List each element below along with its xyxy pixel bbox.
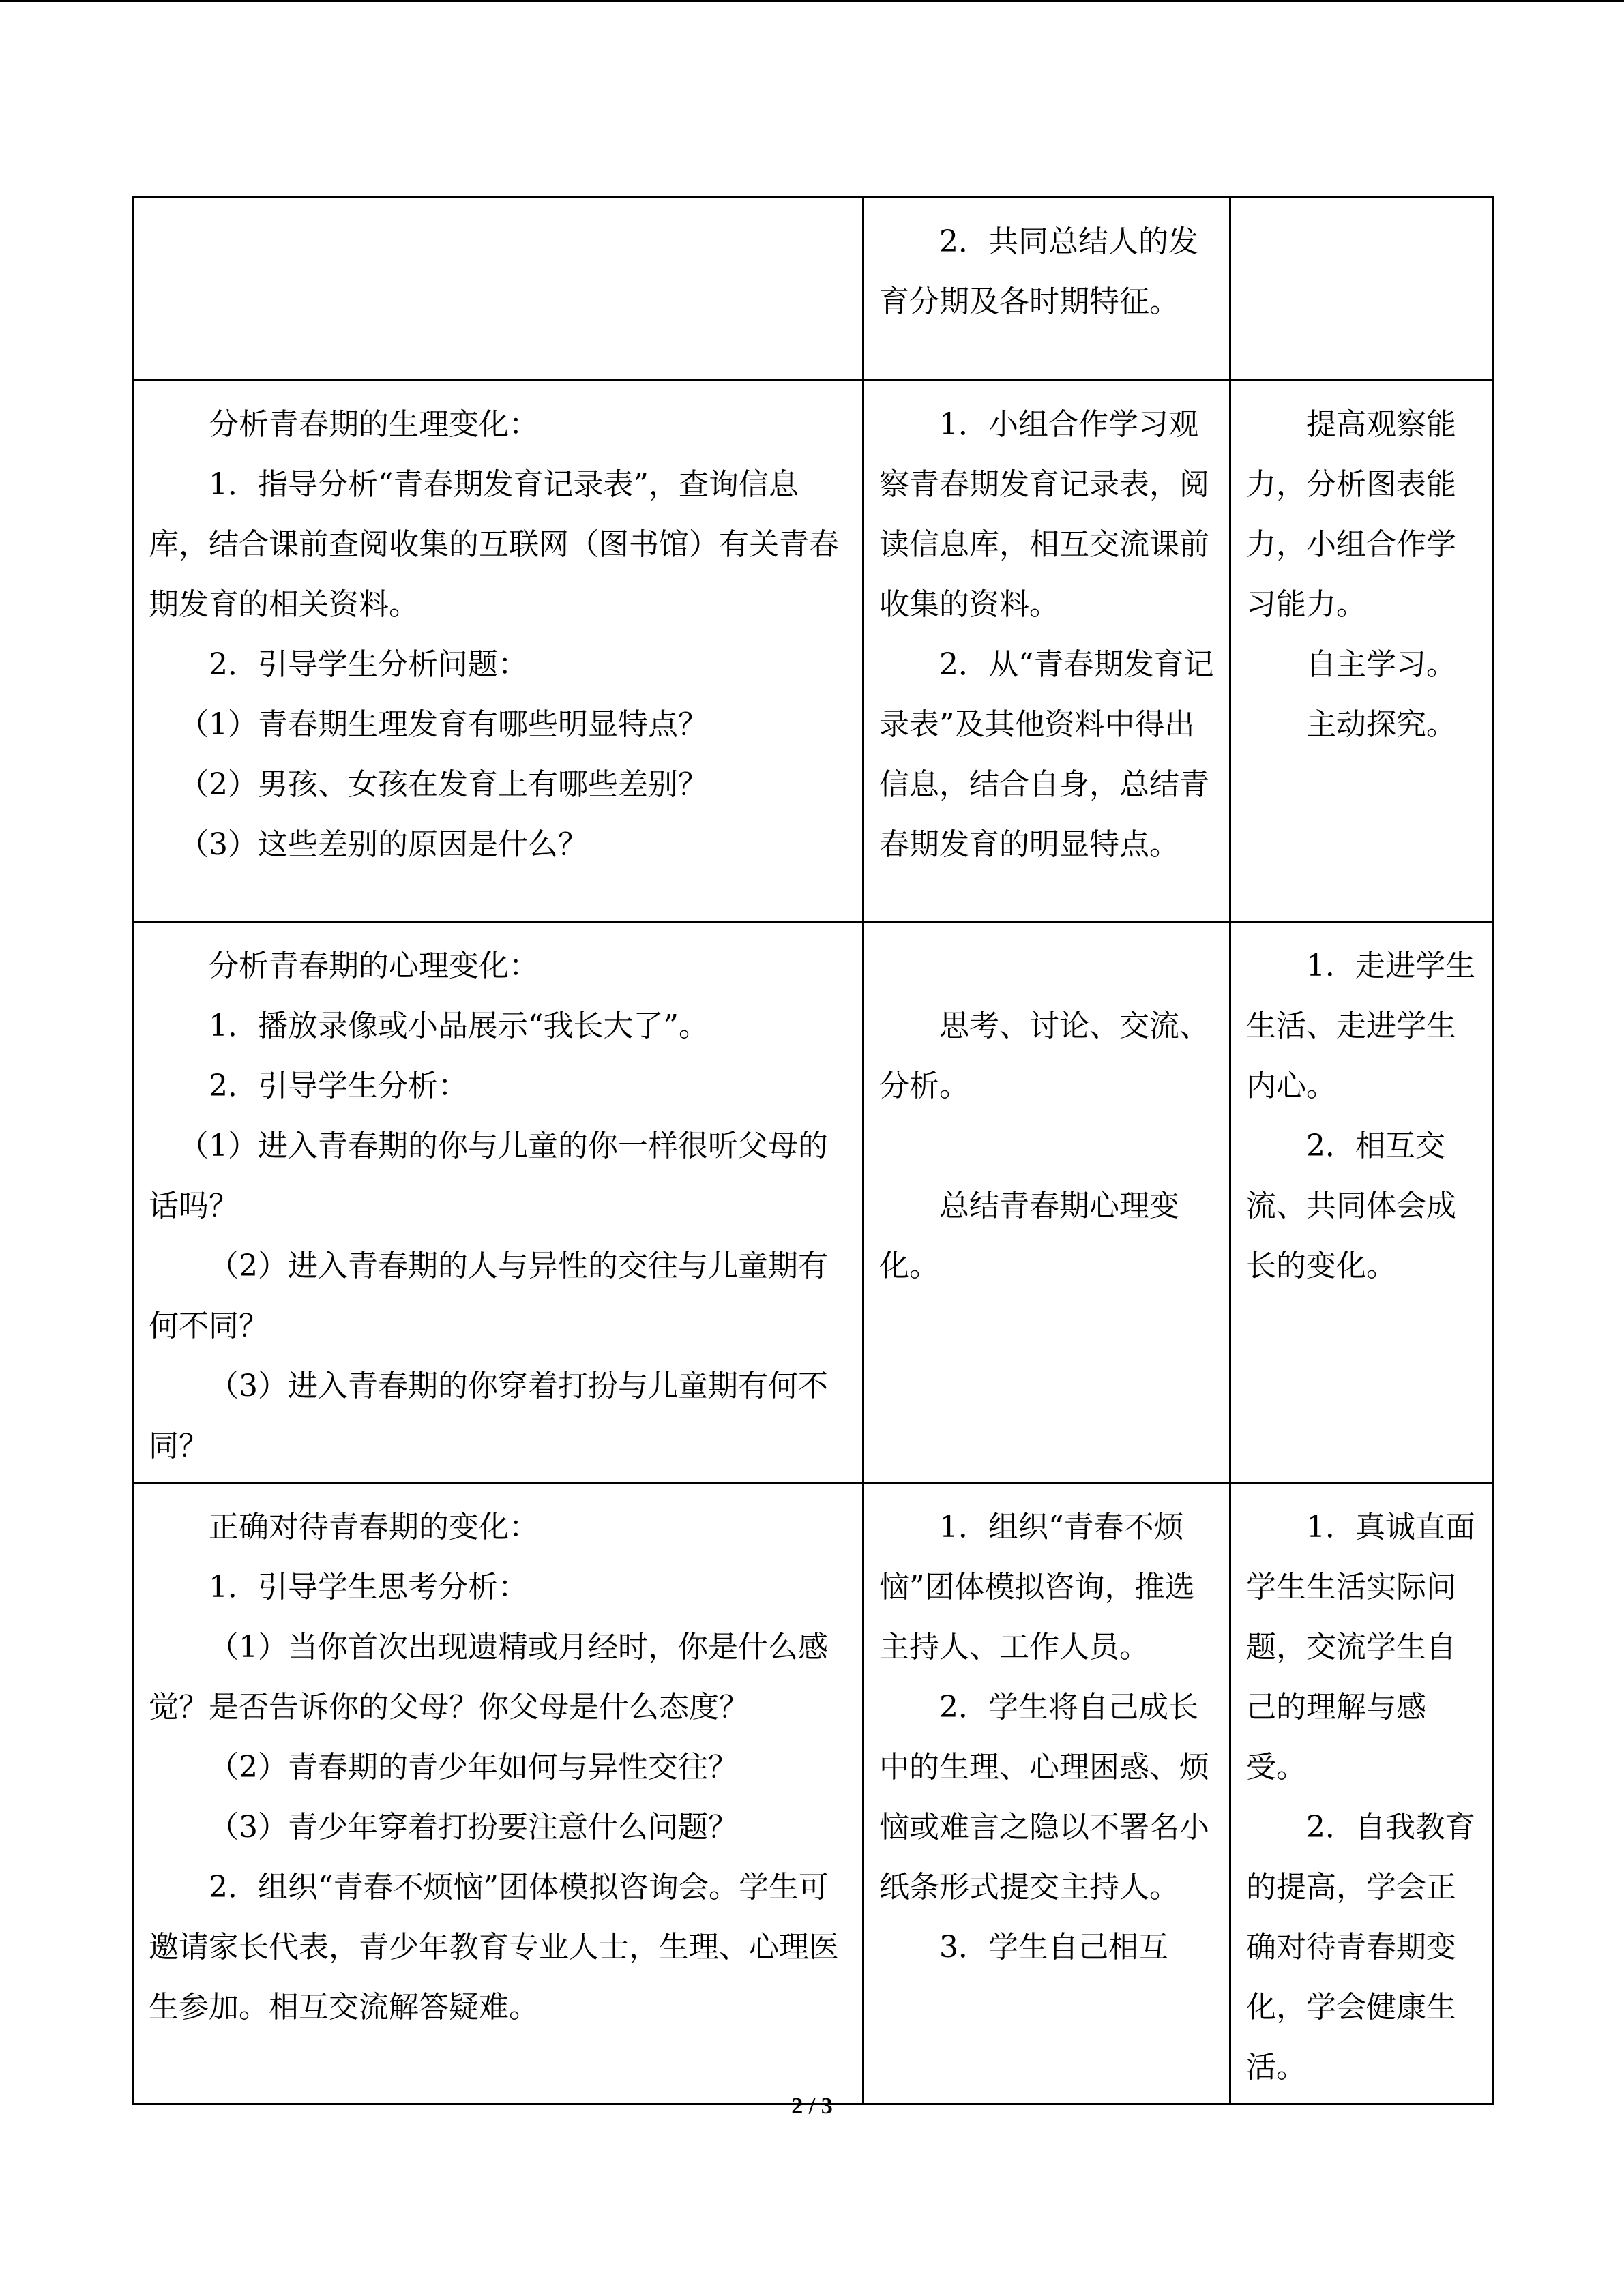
cell-paragraph: 1．组织“青春不烦恼”团体模拟咨询，推选主持人、工作人员。: [879, 1510, 1195, 1665]
cell-paragraph: 2．从“青春期发育记录表”及其他资料中得出信息，结合自身，总结青春期发育的明显特点。: [879, 647, 1214, 862]
cell-paragraph: （1）进入青春期的你与儿童的你一样很听父母的话吗？: [149, 1129, 828, 1223]
top-border-line: [0, 0, 1624, 2]
cell-paragraph: （1）当你首次出现遗精或月经时，你是什么感觉？是否告诉你的父母？你父母是什么态度？: [149, 1630, 828, 1725]
cell-paragraph: 自主学习。: [1306, 647, 1456, 682]
design-intent-cell: [1230, 922, 1493, 1483]
cell-paragraph: （2）青春期的青少年如何与异性交往？: [209, 1750, 738, 1785]
cell-paragraph: 1．真诚直面学生生活实际问题，交流学生自己的理解与感受。: [1246, 1510, 1475, 1785]
cell-paragraph: 2．共同总结人的发育分期及各时期特征。: [879, 224, 1198, 319]
design-intent-cell: [1230, 381, 1493, 922]
table-row: [133, 381, 1493, 922]
cell-paragraph: （3）这些差别的原因是什么？: [179, 827, 588, 862]
cell-paragraph: 分析青春期的心理变化：: [209, 949, 539, 983]
student-activity-cell: [863, 922, 1230, 1483]
cell-paragraph: 1．指导分析“青春期发育记录表”，查询信息库，结合课前查阅收集的互联网（图书馆）有关青春期发育的相关资料。: [149, 467, 839, 622]
teacher-activity-cell: [133, 381, 863, 922]
table-row: [133, 1483, 1493, 2104]
cell-paragraph: 2．引导学生分析：: [209, 1069, 468, 1103]
cell-paragraph: 3．学生自己相互: [939, 1930, 1168, 1965]
cell-paragraph: （3）进入青春期的你穿着打扮与儿童期有何不同？: [149, 1369, 828, 1463]
cell-paragraph: 提高观察能力，分析图表能力，小组合作学习能力。: [1246, 407, 1456, 622]
cell-paragraph: 2．引导学生分析问题：: [209, 647, 528, 682]
cell-paragraph: （1）青春期生理发育有哪些明显特点？: [179, 707, 708, 742]
cell-paragraph: 1．走进学生生活、走进学生内心。: [1246, 949, 1475, 1103]
cell-paragraph: （2）进入青春期的人与异性的交往与儿童期有何不同？: [149, 1249, 828, 1343]
cell-paragraph: 2．自我教育的提高，学会正确对待青春期变化，学会健康生活。: [1246, 1810, 1475, 2085]
design-intent-cell: [1230, 198, 1493, 381]
cell-paragraph: 1．播放录像或小品展示“我长大了”。: [209, 1009, 709, 1043]
cell-paragraph: 2．学生将自己成长中的生理、心理困惑、烦恼或难言之隐以不署名小纸条形式提交主持人。: [879, 1690, 1209, 1905]
cell-paragraph: 分析青春期的生理变化：: [209, 407, 539, 442]
table-row: [133, 198, 1493, 381]
page-number: 2 / 3: [791, 2093, 833, 2119]
cell-paragraph: （2）男孩、女孩在发育上有哪些差别？: [179, 767, 708, 802]
student-activity-cell: [863, 1483, 1230, 2104]
cell-paragraph: 思考、讨论、交流、分析。: [879, 1009, 1209, 1103]
cell-paragraph: 1．小组合作学习观察青春期发育记录表，阅读信息库，相互交流课前收集的资料。: [879, 407, 1209, 622]
cell-paragraph: 2．相互交流、共同体会成长的变化。: [1246, 1129, 1456, 1283]
teacher-activity-cell: [133, 198, 863, 381]
cell-paragraph: 正确对待青春期的变化：: [209, 1510, 539, 1545]
lesson-plan-table: [132, 196, 1494, 2105]
cell-paragraph: 主动探究。: [1306, 707, 1456, 742]
student-activity-cell: [863, 381, 1230, 922]
cell-paragraph: （3）青少年穿着打扮要注意什么问题？: [209, 1810, 738, 1845]
cell-paragraph: 总结青春期心理变化。: [879, 1189, 1179, 1283]
teacher-activity-cell: [133, 1483, 863, 2104]
teacher-activity-cell: [133, 922, 863, 1483]
cell-paragraph: 1．引导学生思考分析：: [209, 1570, 528, 1605]
design-intent-cell: [1230, 1483, 1493, 2104]
table-row: [133, 922, 1493, 1483]
student-activity-cell: [863, 198, 1230, 381]
cell-paragraph: 2．组织“青春不烦恼”团体模拟咨询会。学生可邀请家长代表，青少年教育专业人士，生理、心理医生参加。相互交流解答疑难。: [149, 1870, 839, 2025]
